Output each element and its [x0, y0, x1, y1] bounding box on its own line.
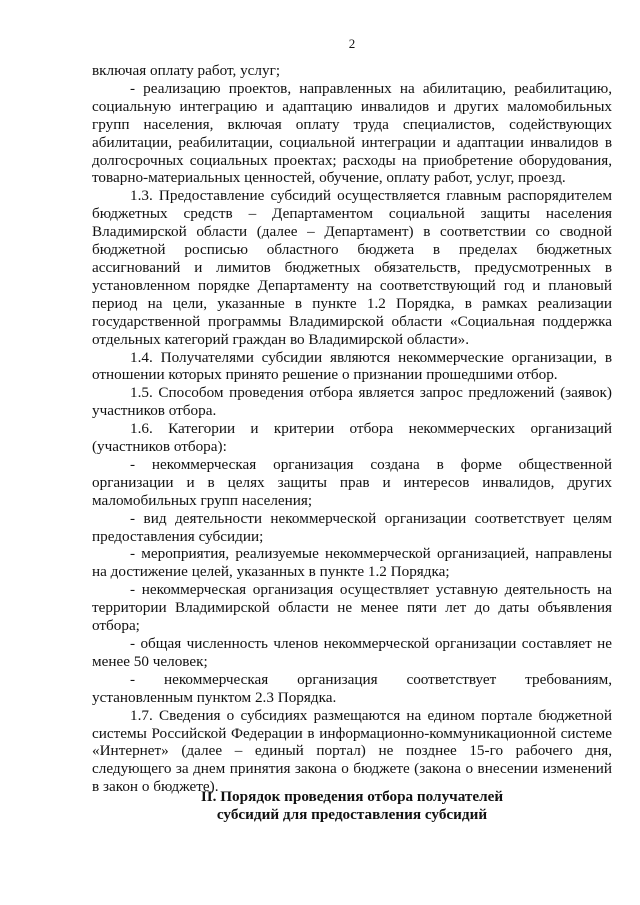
section-heading-line: II. Порядок проведения отбора получателей	[200, 788, 504, 805]
document-page	[92, 0, 612, 905]
paragraph: 1.7. Сведения о субсидиях размещаются на едином портале бюджетной системы Российской Федерации в информационно-коммуникационной системе «Интернет» (далее – единый портал) не позднее 15-го рабочего дня, следующего за днем принятия закона о бюджете (закона о внесении изменений в закон о бюджете).	[92, 706, 612, 796]
document-body	[92, 62, 612, 796]
paragraph: 1.6. Категории и критерии отбора некоммерческих организаций (участников отбора):	[92, 420, 612, 456]
paragraph: 1.3. Предоставление субсидий осуществляется главным распорядителем бюджетных средств – Департаментом социальной защиты населения Владимирской области (далее – Департамент) в соответствии со сводной бюджетной росписью областного бюджета в пределах бюджетных ассигнований и лимитов бюджетных обязательств, предусмотренных в установленном порядке Департаменту на соответствующий год и плановый период на цели, указанные в пункте 1.2 Порядка, в рамках реализации государственной программы Владимирской области «Социальная поддержка отдельных категорий граждан во Владимирской области».	[92, 187, 612, 348]
list-item: - некоммерческая организация осуществляет уставную деятельность на территории Владимирской области не менее пяти лет до даты объявления отбора;	[92, 581, 612, 635]
list-item: - вид деятельности некоммерческой организации соответствует целям предоставления субсидии;	[92, 509, 612, 545]
list-item: - мероприятия, реализуемые некоммерческой организацией, направлены на достижение целей, указанных в пункте 1.2 Порядка;	[92, 545, 612, 581]
section-heading	[92, 788, 612, 824]
section-heading-line: субсидий для предоставления субсидий	[216, 806, 488, 823]
list-item: - некоммерческая организация соответствует требованиям, установленным пунктом 2.3 Порядка.	[92, 670, 612, 706]
paragraph: - реализацию проектов, направленных на абилитацию, реабилитацию, социальную интеграцию и адаптацию инвалидов и других маломобильных групп населения, включая оплату труда специалистов, содействующих абилитации, реабилитации, социальной интеграции и адаптации инвалидов в долгосрочных социальных проектах; расходы на приобретение оборудования, товарно-материальных ценностей, обучение, оплату работ, услуг, проезд.	[92, 79, 612, 187]
paragraph: 1.5. Способом проведения отбора является запрос предложений (заявок) участников отбора.	[92, 384, 612, 420]
list-item: - общая численность членов некоммерческой организации составляет не менее 50 человек;	[92, 635, 612, 670]
paragraph: 1.4. Получателями субсидии являются некоммерческие организации, в отношении которых принято решение о признании прошедшими отбор.	[92, 348, 612, 384]
paragraph: включая оплату работ, услуг;	[92, 62, 281, 79]
page-number: 2	[348, 36, 356, 51]
list-item: - некоммерческая организация создана в форме общественной организации и в целях защиты прав и интересов инвалидов, других маломобильных групп населения;	[92, 455, 612, 509]
